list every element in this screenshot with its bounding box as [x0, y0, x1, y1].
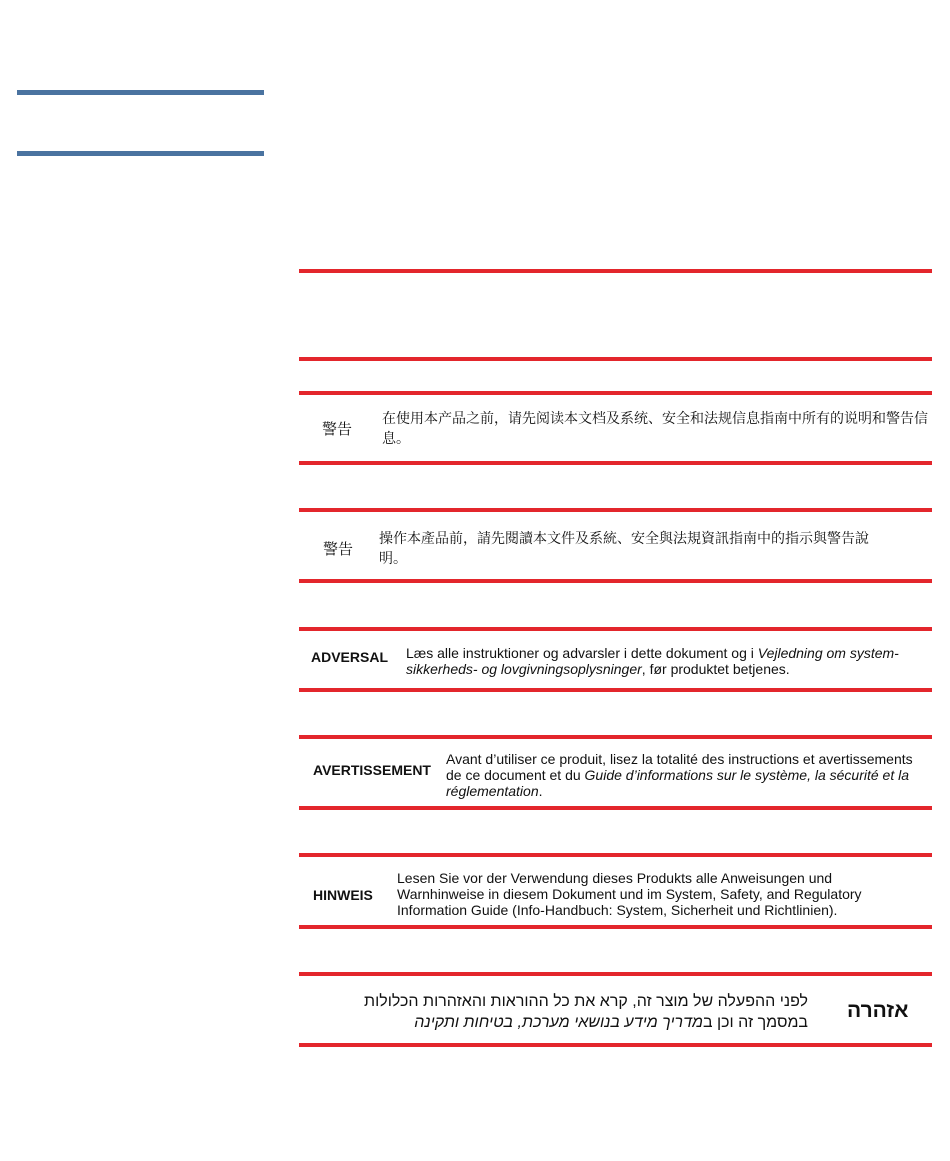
- warning-text: 操作本產品前，請先閱讀本文件及系統、安全與法規資訊指南中的指示與警告說明。: [379, 531, 869, 567]
- warning-label: HINWEIS: [313, 887, 373, 903]
- warning-label: AVERTISSEMENT: [313, 762, 431, 778]
- red-rule: [299, 627, 932, 631]
- side-rule-top: [17, 90, 264, 95]
- red-rule: [299, 853, 932, 857]
- red-rule: [299, 461, 932, 465]
- side-rule-bottom: [17, 151, 264, 156]
- warning-text-part: , før produktet betjenes.: [641, 661, 790, 677]
- guide-title: Vejledning om system-sikkerheds- og lovgivningsoplysninger: [406, 645, 899, 677]
- warning-text-part: Avant d’utiliser ce produit, lisez la totalité des instructions et avertissements de ce document et du: [446, 751, 913, 783]
- warning-text: [446, 751, 922, 799]
- red-rule: [299, 972, 932, 976]
- red-rule: [299, 1043, 932, 1047]
- warning-text-part: במסמך זה וכן ב: [702, 1014, 808, 1031]
- warning-label: 警告: [322, 420, 353, 438]
- warning-text-part: .: [538, 783, 543, 799]
- guide-title: מדריך מידע בנושאי מערכת, בטיחות ותקינה: [414, 1014, 703, 1031]
- warning-text: Lesen Sie vor der Verwendung dieses Produkts alle Anweisungen und Warnhinweise in diesem Dokument und im System, Safety, and Regulatory Information Guide (Info-Handbuch: System, Sicherheit und Richtlinien).: [397, 870, 862, 918]
- warning-label: אזהרה: [847, 999, 909, 1022]
- warning-text-line: [316, 1012, 808, 1033]
- red-rule: [299, 688, 932, 692]
- red-rule: [299, 508, 932, 512]
- warning-text: [316, 991, 808, 1033]
- guide-title: Guide d’informations sur le système, la sécurité et la réglementation: [446, 767, 910, 799]
- red-rule: [299, 925, 932, 929]
- warning-text: [406, 645, 932, 677]
- warning-label: 警告: [323, 540, 354, 558]
- red-rule: [299, 806, 932, 810]
- red-rule: [299, 391, 932, 395]
- warning-text-part: Læs alle instruktioner og advarsler i dette dokument og i: [406, 645, 758, 661]
- warning-text-line: לפני ההפעלה של מוצר זה, קרא את כל ההוראות והאזהרות הכלולות: [364, 993, 808, 1010]
- red-rule: [299, 357, 932, 361]
- warning-text: 在使用本产品之前，请先阅读本文档及系统、安全和法规信息指南中所有的说明和警告信息。: [382, 411, 928, 447]
- red-rule: [299, 269, 932, 273]
- red-rule: [299, 579, 932, 583]
- warning-label: ADVERSAL: [311, 649, 389, 665]
- red-rule: [299, 735, 932, 739]
